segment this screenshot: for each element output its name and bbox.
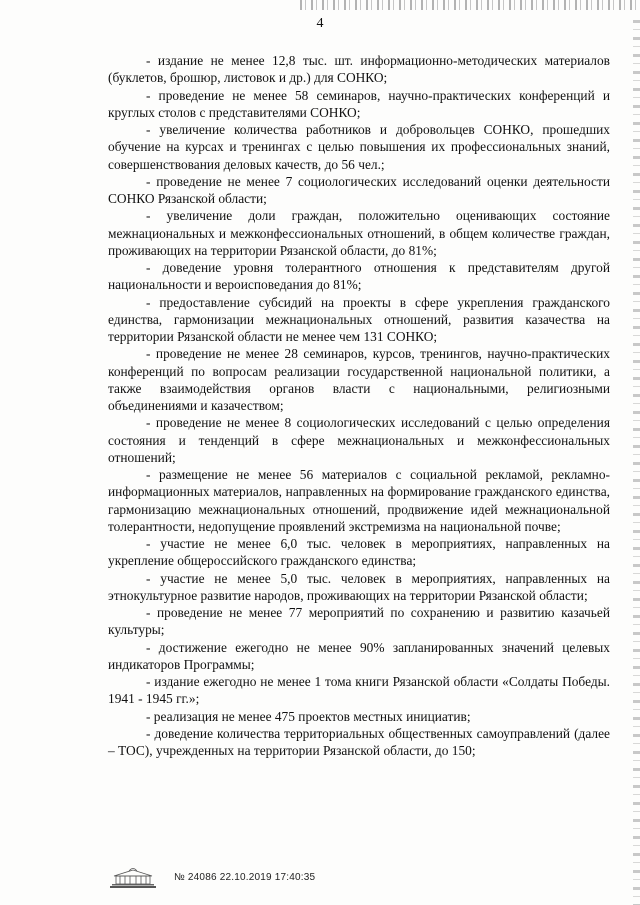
list-item: - проведение не менее 7 социологических исследований оценки деятельности СОНКО Рязанской области; [108, 173, 610, 206]
list-item: - проведение не менее 77 мероприятий по сохранению и развитию казачьей культуры; [108, 605, 610, 638]
list-item: - издание ежегодно не менее 1 тома книги Рязанской области «Солдаты Победы. 1941 - 1945 гг.»; [108, 674, 610, 707]
list-item: - проведение не менее 58 семинаров, научно-практических конференций и круглых столов с представителями СОНКО; [108, 87, 610, 120]
list-item: - реализация не менее 475 проектов местных инициатив; [146, 708, 471, 724]
government-building-icon [108, 866, 158, 890]
list-item: - размещение не менее 56 материалов с социальной рекламой, рекламно-информационных материалов, направленных на формирование гражданского единства, гармонизацию межнациональных отношений, продвижение идей межнациональной толерантности, недопущение проявлений экстремизма на национальной почве; [108, 467, 610, 534]
list-item: - доведение количества территориальных общественных самоуправлений (далее – ТОС), учрежденных на территории Рязанской области, до 150; [108, 725, 610, 758]
list-item: - участие не менее 5,0 тыс. человек в мероприятиях, направленных на этнокультурное развитие народов, проживающих на территории Рязанской области; [108, 570, 610, 603]
list-item: - проведение не менее 8 социологических исследований с целью определения состояния и тенденций в сфере межнациональных и межконфессиональных отношений; [108, 415, 610, 465]
list-item: - предоставление субсидий на проекты в сфере укрепления гражданского единства, гармонизации межнациональных отношений, развития казачества на территории Рязанской области не менее чем 131 СОНКО; [108, 294, 610, 344]
registration-footer [108, 862, 408, 896]
list-item: - достижение ежегодно не менее 90% запланированных значений целевых индикаторов Программы; [108, 639, 610, 672]
list-item: - увеличение доли граждан, положительно оценивающих состояние межнациональных и межконфессиональных отношений, в общем количестве граждан, проживающих на территории Рязанской области, до 81%; [108, 208, 610, 258]
list-item: - доведение уровня толерантного отношения к представителям другой национальности и вероисповедания до 81%; [108, 260, 610, 293]
list-item: - увеличение количества работников и добровольцев СОНКО, прошедших обучение на курсах и тренингах с целью повышения их профессиональных знаний, совершенствования деловых качеств, до 56 чел.; [108, 122, 610, 172]
body-text [108, 52, 610, 759]
list-item: - проведение не менее 28 семинаров, курсов, тренингов, научно-практических конференций по вопросам реализации государственной национальной политики, а также взаимодействия органов власти с национальными, религиозными объединениями и казачеством; [108, 346, 610, 413]
list-item: - издание не менее 12,8 тыс. шт. информационно-методических материалов (буклетов, брошюр, листовок и др.) для СОНКО; [108, 53, 610, 86]
page-number: 4 [316, 16, 324, 31]
registration-number: № 24086 22.10.2019 17:40:35 [174, 872, 316, 883]
scan-edge-right [633, 20, 640, 905]
scan-edge-top [300, 0, 640, 10]
list-item: - участие не менее 6,0 тыс. человек в мероприятиях, направленных на укрепление общероссийского гражданского единства; [108, 536, 610, 569]
